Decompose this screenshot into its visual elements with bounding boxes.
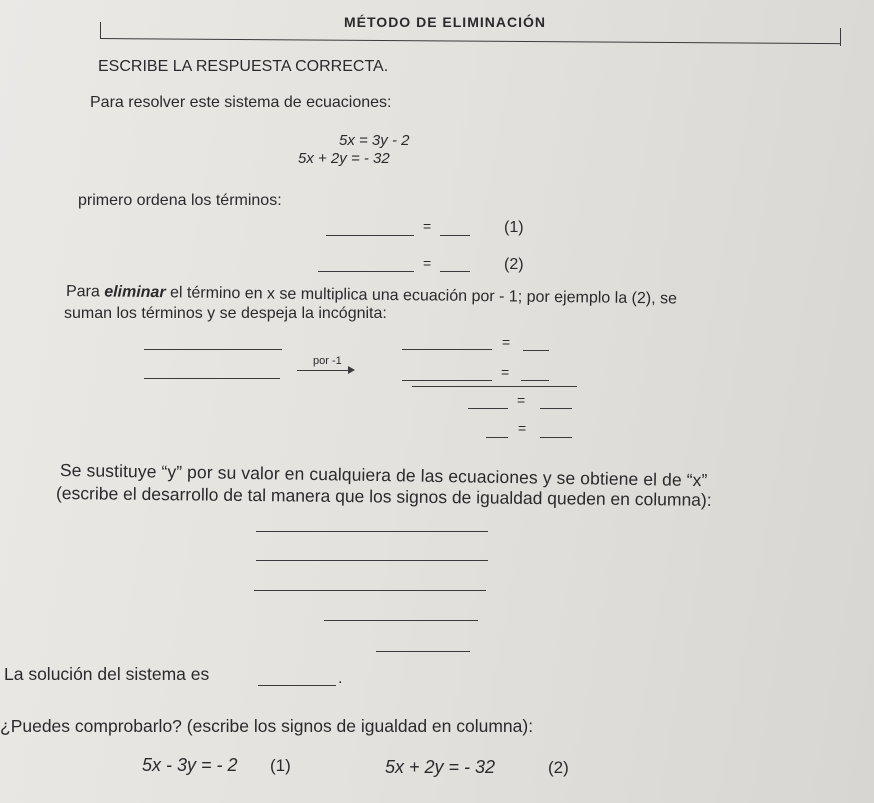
elim-equals-3: = (517, 392, 526, 408)
order-equals-2: = (423, 255, 432, 271)
check-equation-2: 5x + 2y = - 32 (385, 757, 496, 777)
multiply-arrow (297, 370, 353, 371)
order-blank-1-left[interactable] (326, 235, 414, 236)
solution-text: La solución del sistema es (4, 664, 210, 684)
check-equation-2-label: (2) (548, 758, 569, 777)
multiplier-label: por -1 (313, 355, 342, 367)
elimination-text-start: Para (65, 283, 105, 301)
header-tick-left (100, 22, 101, 38)
substitution-blank-2[interactable] (256, 560, 488, 561)
header-rule (100, 38, 840, 44)
substitution-text-line-2: (escribe el desarrollo de tal manera que los signos de igualdad queden en columna): (55, 483, 712, 510)
check-question: ¿Puedes comprobarlo? (escribe los signos de igualdad en columna): (0, 716, 534, 736)
elim-result-blank-1-right[interactable] (540, 408, 572, 409)
order-blank-1-right[interactable] (440, 235, 470, 236)
solution-period: . (338, 670, 343, 687)
order-equals-1: = (423, 218, 432, 234)
elim-result-blank-1-left[interactable] (468, 408, 508, 409)
solution-blank[interactable] (258, 685, 336, 686)
elim-left-blank-1[interactable] (144, 349, 282, 350)
intro-text: Para resolver este sistema de ecuaciones: (90, 94, 392, 111)
worksheet-title: MÉTODO DE ELIMINACIÓN (344, 14, 546, 30)
order-label-1: (1) (504, 219, 524, 236)
substitution-text-line-1: Se sustituye “y” por su valor en cualquiera de las ecuaciones y se obtiene el de “x” (59, 460, 708, 491)
substitution-blank-5[interactable] (376, 651, 470, 652)
instruction-heading: ESCRIBE LA RESPUESTA CORRECTA. (98, 58, 389, 75)
elimination-emphasis: eliminar (104, 283, 166, 302)
check-equation-1-label: (1) (270, 756, 291, 775)
header-tick-right (840, 28, 841, 46)
order-label-2: (2) (504, 256, 524, 273)
elim-equals-1: = (502, 334, 511, 350)
order-step-text: primero ordena los términos: (78, 192, 282, 209)
order-blank-2-right[interactable] (440, 271, 470, 272)
elim-result-blank-2-left[interactable] (486, 437, 508, 438)
substitution-blank-3[interactable] (254, 590, 486, 591)
elim-right-blank-1-left[interactable] (402, 349, 492, 350)
elim-left-blank-2[interactable] (144, 378, 280, 379)
elim-equals-2: = (501, 364, 510, 380)
elimination-text-end: el término en x se multiplica una ecuación por - 1; por ejemplo la (2), se (165, 284, 678, 308)
elimination-text-line-2: suman los términos y se despeja la incógnita: (64, 305, 387, 322)
elim-sum-rule (412, 386, 577, 387)
check-equation-1: 5x - 3y = - 2 (142, 755, 238, 775)
elim-result-blank-2-right[interactable] (540, 437, 572, 438)
elim-right-blank-1-right[interactable] (523, 350, 549, 351)
system-equation-2: 5x + 2y = - 32 (298, 150, 390, 167)
elim-right-blank-2-left[interactable] (402, 380, 492, 381)
order-blank-2-left[interactable] (318, 271, 414, 272)
elim-right-blank-2-right[interactable] (521, 380, 549, 381)
substitution-blank-4[interactable] (324, 620, 478, 621)
substitution-blank-1[interactable] (256, 531, 488, 532)
elim-equals-4: = (518, 420, 527, 436)
system-equation-1: 5x = 3y - 2 (339, 132, 410, 149)
